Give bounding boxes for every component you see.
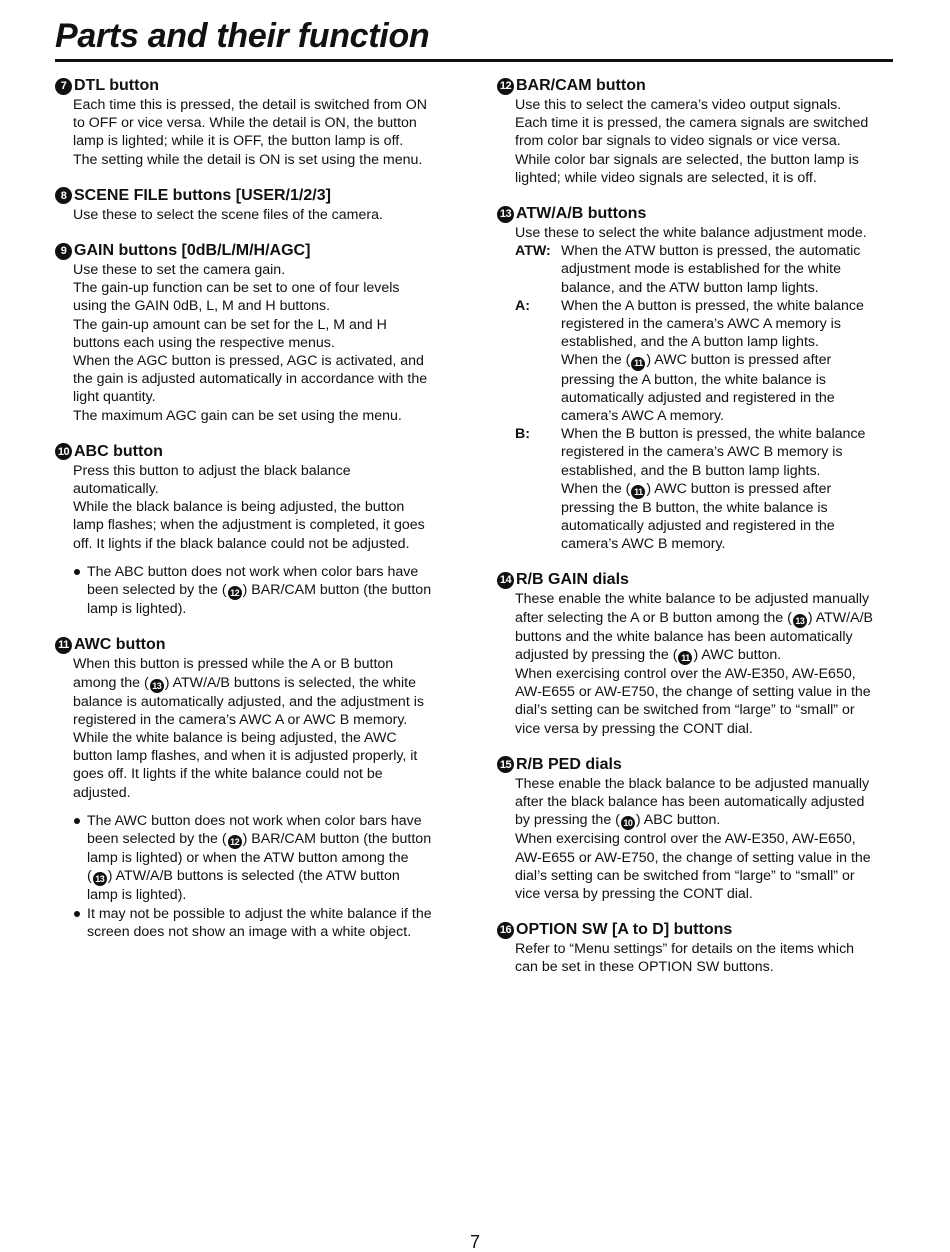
text-line: lamp is lighted). xyxy=(87,601,187,618)
text-line: vice versa by pressing the CONT dial. xyxy=(515,720,753,737)
section-rb-ped-dials xyxy=(497,755,897,903)
section-atw-a-b-buttons xyxy=(497,204,897,553)
text-fragment: ( xyxy=(87,868,92,885)
section-body xyxy=(73,655,450,802)
text-fragment: ) AWC button is pressed after xyxy=(646,480,832,497)
number-12-icon: 12 xyxy=(228,835,242,849)
heading-text: DTL button xyxy=(74,77,160,94)
mode-term: ATW: xyxy=(515,243,551,260)
text-line: AW-E655 or AW-E750, the change of setting value in the xyxy=(515,849,871,866)
text-line: from color bar signals to video signals or vice versa. xyxy=(515,133,841,150)
text-line: When exercising control over the AW-E350, AW-E650, xyxy=(515,831,856,848)
number-11-icon: 11 xyxy=(678,651,692,665)
text-fragment: among the ( xyxy=(73,674,149,691)
text-line: camera’s AWC A memory. xyxy=(561,407,724,424)
text-line xyxy=(515,646,897,665)
mode-a xyxy=(515,297,897,425)
mode-description xyxy=(561,425,865,553)
number-7-icon: 7 xyxy=(55,78,72,95)
heading-text: SCENE FILE buttons [USER/1/2/3] xyxy=(74,186,331,204)
text-line: registered in the camera’s AWC A or AWC B memory. xyxy=(73,711,408,728)
text-line: using the GAIN 0dB, L, M and H buttons. xyxy=(73,298,331,315)
mode-description xyxy=(561,242,860,297)
section-scene-file-buttons xyxy=(55,186,450,224)
text-fragment: ) ATW/A/B xyxy=(807,609,873,626)
text-line: pressing the B button, the white balance is xyxy=(561,499,828,516)
text-fragment: ) ABC button. xyxy=(635,812,721,829)
number-11-icon: 11 xyxy=(55,637,72,654)
text-line: dial’s setting can be switched from “large” to “small” or xyxy=(515,867,855,884)
text-fragment: When the ( xyxy=(561,352,631,369)
mode-list xyxy=(515,242,897,553)
number-11-icon: 11 xyxy=(631,357,645,371)
number-15-icon: 15 xyxy=(497,756,514,773)
text-fragment: ) AWC button is pressed after xyxy=(646,352,832,369)
heading-text: ABC button xyxy=(74,442,163,460)
section-heading xyxy=(55,241,450,261)
right-column xyxy=(497,76,897,994)
section-heading xyxy=(497,755,897,775)
text-fragment: ) BAR/CAM button (the button xyxy=(242,582,432,599)
text-line: Use these to select the scene files of the camera. xyxy=(73,206,383,223)
heading-text: AWC button xyxy=(74,636,166,654)
text-line: screen does not show an image with a white object. xyxy=(87,923,412,940)
bullet-item xyxy=(73,905,450,941)
section-heading xyxy=(55,76,450,96)
mode-term: B: xyxy=(515,426,530,443)
text-line: established, and the A button lamp lights. xyxy=(561,334,819,351)
number-13-icon: 13 xyxy=(497,206,514,223)
text-line: automatically adjusted and registered in the xyxy=(561,389,835,406)
text-line: camera’s AWC B memory. xyxy=(561,536,726,553)
text-line: It may not be possible to adjust the white balance if the xyxy=(87,905,432,922)
text-fragment: been selected by the ( xyxy=(87,582,227,599)
text-line: When exercising control over the AW-E350, AW-E650, xyxy=(515,666,856,683)
section-dtl-button xyxy=(55,76,450,169)
section-heading xyxy=(497,570,897,590)
section-heading xyxy=(497,920,897,940)
text-line: to OFF or vice versa. While the detail is ON, the button xyxy=(73,115,417,132)
number-16-icon: 16 xyxy=(497,922,514,939)
number-9-icon: 9 xyxy=(55,243,72,260)
text-line: dial’s setting can be switched from “large” to “small” or xyxy=(515,702,855,719)
section-heading xyxy=(497,204,897,224)
number-11-icon: 11 xyxy=(631,485,645,499)
text-line xyxy=(515,811,897,830)
section-body xyxy=(73,462,450,553)
number-10-icon: 10 xyxy=(55,443,72,460)
text-line: the gain is adjusted automatically in accordance with the xyxy=(73,371,428,388)
section-body xyxy=(515,775,897,903)
section-awc-button xyxy=(55,635,450,941)
number-12-icon: 12 xyxy=(228,586,242,600)
text-line: balance is automatically adjusted, and the adjustment is xyxy=(73,693,424,710)
text-line: automatically adjusted and registered in the xyxy=(561,518,835,535)
text-line: AW-E655 or AW-E750, the change of setting value in the xyxy=(515,684,871,701)
section-rb-gain-dials xyxy=(497,570,897,737)
text-fragment: ) ATW/A/B buttons is selected, the white xyxy=(164,674,416,691)
heading-text: BAR/CAM button xyxy=(516,77,646,94)
heading-text: ATW/A/B buttons xyxy=(516,205,647,223)
text-fragment: ) ATW/A/B buttons is selected (the ATW button xyxy=(107,868,400,885)
heading-text: OPTION SW [A to D] buttons xyxy=(516,921,733,939)
mode-b xyxy=(515,425,897,553)
number-12-icon: 12 xyxy=(497,78,514,95)
text-line: registered in the camera’s AWC B memory is xyxy=(561,444,843,461)
page-number: 7 xyxy=(469,1232,480,1252)
number-8-icon: 8 xyxy=(55,187,72,204)
number-14-icon: 14 xyxy=(497,572,514,589)
text-line xyxy=(515,609,897,628)
text-line: While the black balance is being adjusted, the button xyxy=(73,499,405,516)
section-heading xyxy=(55,635,450,655)
text-line: The maximum AGC gain can be set using the menu. xyxy=(73,407,402,424)
text-line: automatically. xyxy=(73,481,159,498)
text-line: after the black balance has been automatically adjusted xyxy=(515,794,865,811)
text-line: lamp is lighted) or when the ATW button among the xyxy=(87,850,409,867)
mode-description xyxy=(561,297,864,425)
text-line: goes off. It lights if the white balance could not be xyxy=(73,766,383,783)
text-line: lamp is lighted). xyxy=(87,887,187,904)
section-body xyxy=(515,224,897,242)
text-line: Each time this is pressed, the detail is switched from ON xyxy=(73,97,428,113)
text-line: These enable the black balance to be adjusted manually xyxy=(515,775,870,792)
text-line: vice versa by pressing the CONT dial. xyxy=(515,885,753,902)
text-line: Refer to “Menu settings” for details on the items which xyxy=(515,941,855,958)
text-line: button lamp flashes, and when it is adjusted properly, it xyxy=(73,748,418,765)
text-line: off. It lights if the black balance could not be adjusted. xyxy=(73,535,410,552)
section-heading xyxy=(497,76,897,96)
text-line: pressing the A button, the white balance is xyxy=(561,371,827,388)
text-line: Press this button to adjust the black balance xyxy=(73,462,351,479)
text-fragment: been selected by the ( xyxy=(87,831,227,848)
number-13-icon: 13 xyxy=(150,679,164,693)
text-line: While the white balance is being adjusted, the AWC xyxy=(73,730,397,747)
text-line: While color bar signals are selected, the button lamp is xyxy=(515,151,859,168)
text-line: light quantity. xyxy=(73,389,156,406)
text-line: buttons and the white balance has been automatically xyxy=(515,628,853,645)
text-line: These enable the white balance to be adjusted manually xyxy=(515,591,870,608)
left-column xyxy=(55,76,450,958)
text-line: Use these to set the camera gain. xyxy=(73,262,286,279)
section-abc-button xyxy=(55,442,450,619)
text-line xyxy=(73,674,450,693)
section-body xyxy=(73,206,450,224)
text-line xyxy=(561,351,864,370)
text-line: The setting while the detail is ON is set using the menu. xyxy=(73,151,423,168)
bullet-list xyxy=(73,812,450,941)
text-line: Use these to select the white balance adjustment mode. xyxy=(515,225,867,242)
text-line xyxy=(561,480,865,499)
section-body xyxy=(73,96,450,169)
text-fragment: after selecting the A or B button among the ( xyxy=(515,609,792,626)
text-line: The AWC button does not work when color bars have xyxy=(87,812,422,829)
text-line: lamp is lighted; while it is OFF, the button lamp is off. xyxy=(73,133,404,150)
text-line: When the AGC button is pressed, AGC is activated, and xyxy=(73,353,424,370)
text-line: adjustment mode is established for the white xyxy=(561,261,841,278)
text-line: adjusted. xyxy=(73,784,131,801)
number-13-icon: 13 xyxy=(93,872,107,886)
section-body xyxy=(515,940,897,976)
text-line: When this button is pressed while the A or B button xyxy=(73,656,394,673)
text-line: When the ATW button is pressed, the automatic xyxy=(561,243,861,260)
text-line: lighted; while video signals are selected, it is off. xyxy=(515,169,817,186)
text-fragment: adjusted by pressing the ( xyxy=(515,646,678,663)
bullet-item xyxy=(73,563,450,619)
text-line: The gain-up amount can be set for the L, M and H xyxy=(73,316,387,333)
heading-text: R/B PED dials xyxy=(516,755,622,773)
text-line: When the B button is pressed, the white balance xyxy=(561,426,866,443)
number-13-icon: 13 xyxy=(793,614,807,628)
bullet-item xyxy=(73,812,450,905)
number-10-icon: 10 xyxy=(621,816,635,830)
text-fragment: by pressing the ( xyxy=(515,812,620,829)
mode-term: A: xyxy=(515,297,530,314)
text-line: Use this to select the camera’s video output signals. xyxy=(515,97,842,113)
text-line: balance, and the ATW button lamp lights. xyxy=(561,279,819,296)
page-title: Parts and their function xyxy=(55,17,430,55)
text-line: The ABC button does not work when color bars have xyxy=(87,563,419,580)
text-line: registered in the camera’s AWC A memory is xyxy=(561,316,841,333)
section-body xyxy=(73,261,450,425)
text-line: buttons each using the respective menus. xyxy=(73,334,335,351)
title-rule xyxy=(55,59,893,62)
text-fragment: ) AWC button. xyxy=(693,646,782,663)
heading-text: GAIN buttons [0dB/L/M/H/AGC] xyxy=(74,242,311,260)
mode-atw xyxy=(515,242,897,297)
section-gain-buttons xyxy=(55,241,450,425)
text-line: can be set in these OPTION SW buttons. xyxy=(515,959,774,976)
section-body xyxy=(515,590,897,737)
heading-text: R/B GAIN dials xyxy=(516,571,629,589)
section-bar-cam-button xyxy=(497,76,897,187)
section-heading xyxy=(55,186,450,206)
text-line: The gain-up function can be set to one of four levels xyxy=(73,280,400,297)
text-fragment: When the ( xyxy=(561,480,631,497)
section-heading xyxy=(55,442,450,462)
section-body xyxy=(515,96,897,187)
text-line: lamp flashes; when the adjustment is completed, it goes xyxy=(73,517,425,534)
text-fragment: ) BAR/CAM button (the button xyxy=(242,831,432,848)
section-option-sw-buttons xyxy=(497,920,897,976)
bullet-list xyxy=(73,563,450,619)
text-line: established, and the B button lamp lights. xyxy=(561,462,821,479)
text-line: Each time it is pressed, the camera signals are switched xyxy=(515,115,869,132)
text-line: When the A button is pressed, the white balance xyxy=(561,297,864,314)
